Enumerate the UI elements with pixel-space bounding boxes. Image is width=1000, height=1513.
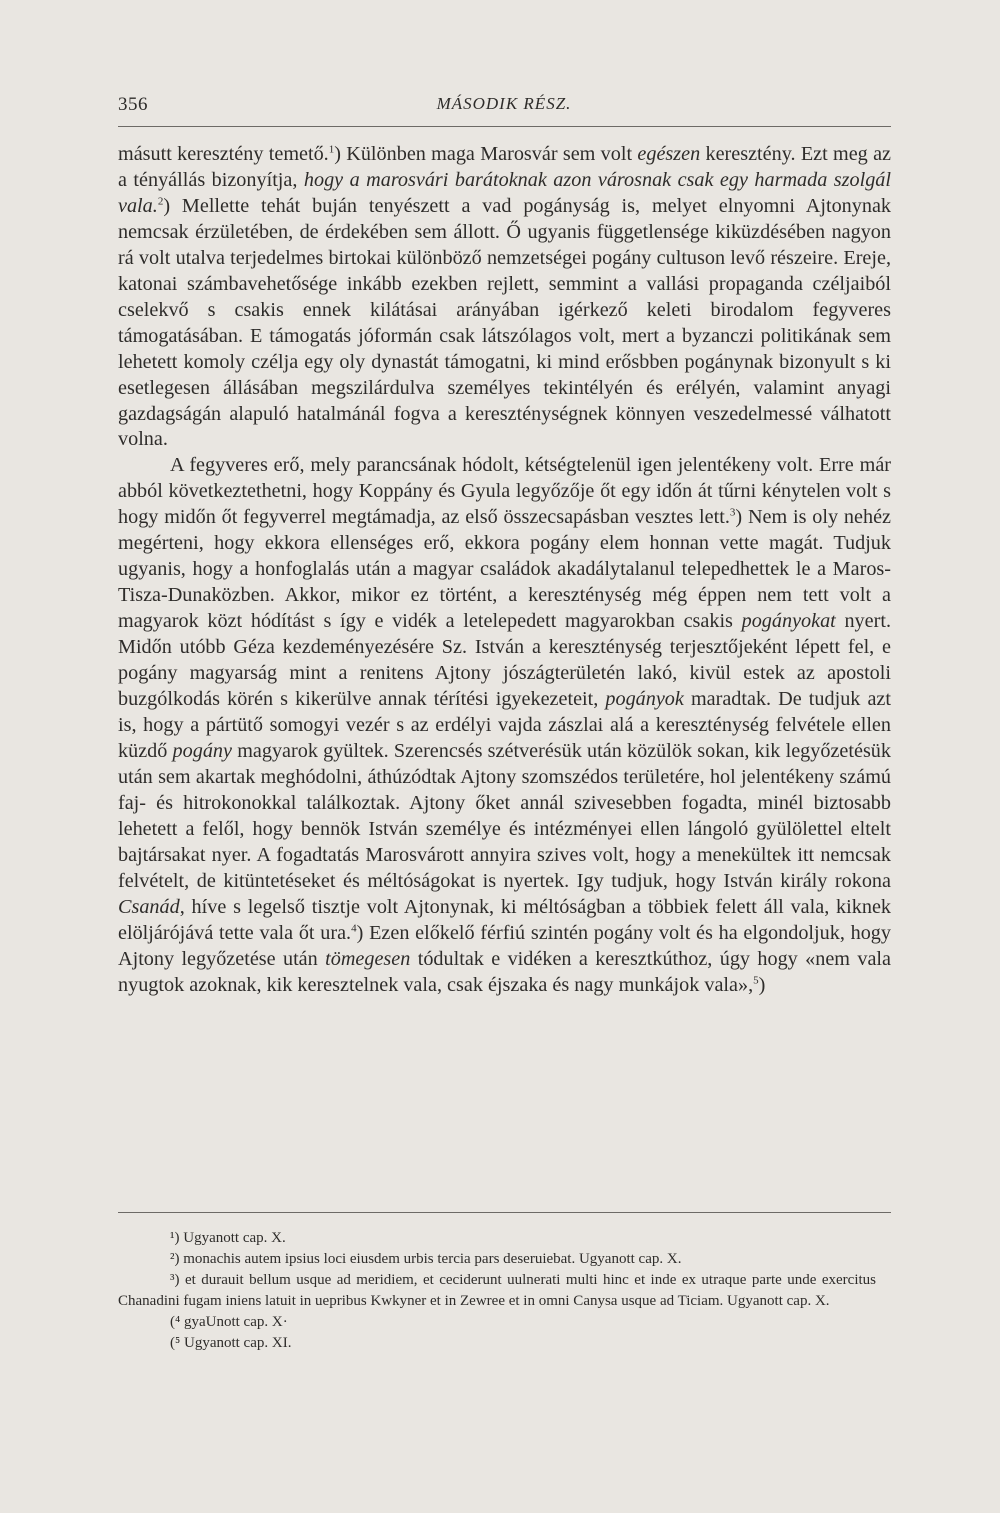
text-run: nyert. Midőn utóbb Géza kezdeményezésére Sz. István a kereszténység terjesztőjeként lépett fel, e pogány magyarság mint a renitens Ajtony jószágterületén lakó, kivül estek az apostoli buzgólkodás körén s kikerülve annak térítési igyekezeteit, (118, 610, 891, 711)
page-header (118, 94, 890, 124)
footnote-text: et durauit bellum usque ad meridiem, et ceciderunt uulnerati multi hinc et inde ex utraque parte unde exercitus Chanadini fugam iniens latuit in uepribus Kwkyner et in Zewree et in omni Canysa usque ad Ticiam. Ugyanott cap. X. (118, 1272, 877, 1309)
footnote-2 (118, 1249, 876, 1270)
text-run: ) Nem is oly nehéz megérteni, hogy ekkora ellenséges erő, ekkora pogány elem honnan vette magát. Tudjuk ugyanis, hogy a honfoglalás után a magyar családok akadálytalanul telepedhettek le a Maros-Tisza-Dunaközben. Akkor, mikor ez történt, a kereszténység még éppen nem tett volt a magyarok közt hódítást s így e vidék a letelepedett magyarokban csakis (118, 506, 891, 633)
page-number: 356 (118, 94, 148, 115)
footnote-mark: ³) (170, 1272, 180, 1288)
italic-run: Csanád (118, 895, 180, 918)
footnote-4 (118, 1312, 876, 1333)
footnote-3 (118, 1270, 876, 1312)
footnotes (118, 1228, 876, 1354)
text-run: magyarok gyültek. Szerencsés szétverésük után közülök sokan, kik legyőzetésük után sem akartak meghódolni, áthúzódtak Ajtony szomszédos területére, hol jelentékeny számú faj- és hitrokonokkal találkoztak. Ajtony őket annál szivesebben fogadta, minél biztosabb lehetett a felől, hogy bennök István személye és intézményei ellen lángoló gyülölettel eltelt bajtársakat nyer. A fogadtatás Marosvárott annyira szives volt, hogy a menekültek itt nemcsak felvételt, de kitüntetéseket és méltóságokat is nyertek. Igy tudjuk, hogy István király rokona (118, 739, 891, 892)
footnote-5 (118, 1333, 876, 1354)
footnote-ref: 1 (328, 143, 335, 156)
footnote-1 (118, 1228, 876, 1249)
text-run: A fegyveres erő, mely parancsának hódolt, kétségtelenül igen jelentékeny volt. Erre már abból következtethetni, hogy Koppány és Gyula legyőzője őt egy időn át tűrni kénytelen volt s hogy midőn őt fegyverrel megtámadja, az első összecsapásban vesztes lett. (118, 454, 891, 529)
paragraph-2 (118, 453, 891, 998)
text-run: ) Különben maga Marosvár sem volt (334, 143, 638, 165)
footnote-text: Ugyanott cap. X. (183, 1230, 286, 1246)
header-rule (118, 126, 891, 127)
footnote-text: Ugyanott cap. XI. (183, 1335, 292, 1351)
italic-run: pogány (172, 739, 232, 762)
footnote-text: monachis autem ipsius loci eiusdem urbis tercia pars deseruiebat. Ugyanott cap. X. (183, 1251, 682, 1267)
text-run: , híve s legelső tisztje volt Ajtonynak, ki méltóságban a többiek felett áll vala, kiknek elöljárójává tette vala őt ura. (118, 895, 891, 944)
footnote-mark: (⁵ (170, 1335, 181, 1351)
footnote-ref: 4 (351, 921, 357, 934)
text-run: tódultak e vidéken a keresztkúthoz, úgy hogy «nem vala nyugtok azoknak, kik keresztelnek vala, csak éjszaka és nagy munkájok vala», (118, 947, 891, 996)
paragraph-1 (118, 142, 891, 453)
italic-run: egészen (637, 143, 701, 165)
text-run: maradtak. De tudjuk azt is, hogy a pártütő somogyi vezér s az erdélyi vajda zászlai alá a kereszténység felvétele ellen küzdő (118, 688, 891, 762)
text-run: ) (758, 973, 766, 996)
main-text (118, 142, 891, 998)
text-run: keresztény. Ezt meg az a tényállás bizonyítja, (118, 143, 892, 191)
italic-run: pogányokat (741, 610, 836, 633)
footnote-ref: 2 (157, 195, 164, 208)
italic-run: tömegesen (325, 947, 411, 970)
footnote-ref: 3 (729, 506, 736, 519)
footnote-mark: ¹) (170, 1230, 180, 1246)
footnote-rule (118, 1212, 891, 1213)
running-title: MÁSODIK RÉSZ. (436, 94, 572, 113)
text-run: ) Mellette tehát buján tenyészett a vad pogányság is, melyet elnyomni Ajtonynak nemcsak érzületében, de érdekében sem állott. Ő ugyanis függetlensége kiküzdésében nagyon rá volt utalva terjedelmes birtokai különböző nemzetségei pogány cultuson levő részeire. Ereje, katonai számbavehetősége inkább ezekben rejlett, semmint a vallási propaganda czéljaiból cselekvő s csakis ennek kilátásai arányában igérkező keleti birodalom fegyveres támogatásában. E támogatás jóformán csak látszólagos volt, mert a byzanczi politikának sem lehetett komoly czélja egy oly dynastát támogatni, ki mind erősbben pogánynak bizonyult s ki esetlegesen állásában megszilárdulva személyes tekintélyén és erélyén, valamint anyagi gazdagságán alapuló hatalmánál fogva a kereszténységnek könnyen veszedelmessé válhatott volna. (118, 194, 891, 451)
text-run: ) Ezen előkelő férfiú szintén pogány volt és ha elgondoljuk, hogy Ajtony legyőzetése után (118, 921, 891, 970)
italic-run: hogy a marosvári barátoknak azon városnak csak egy harmada szolgál vala. (118, 168, 891, 217)
footnote-text: gyaUnott cap. X· (183, 1314, 288, 1330)
italic-run: pogányok (605, 688, 684, 711)
footnote-mark: (⁴ (170, 1314, 181, 1330)
text-run: másutt keresztény temető. (118, 143, 329, 165)
footnote-ref: 5 (753, 973, 759, 986)
footnote-mark: ²) (170, 1251, 180, 1267)
